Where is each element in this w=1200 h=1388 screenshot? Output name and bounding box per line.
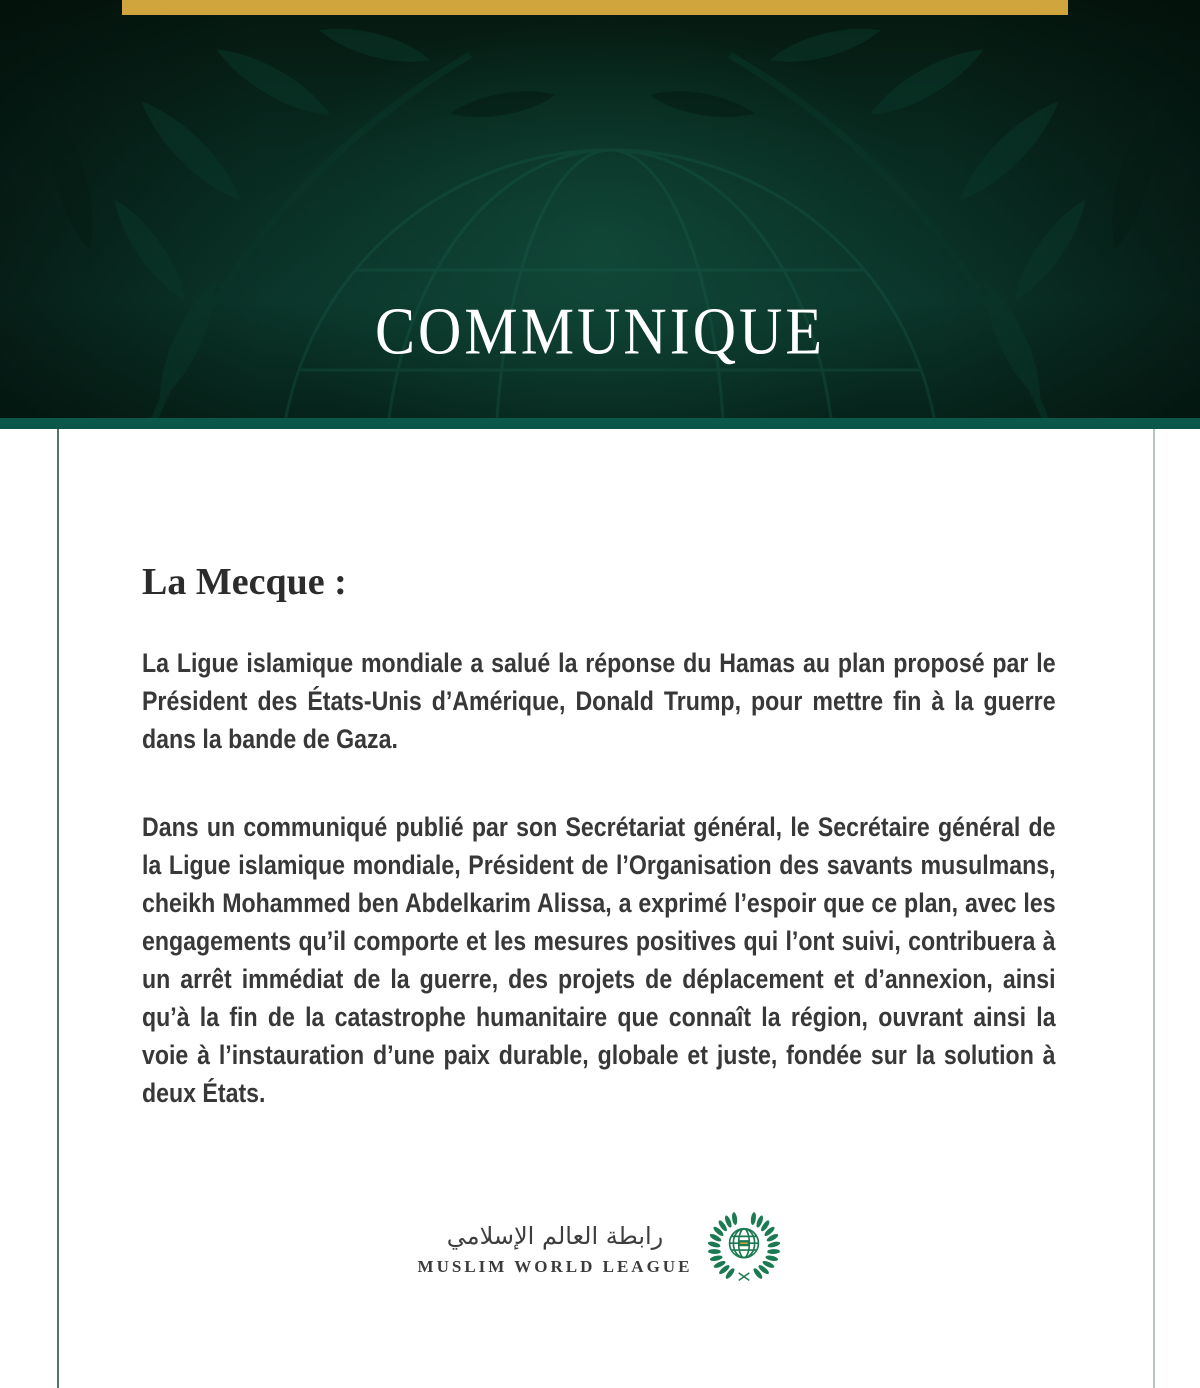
mwl-logo bbox=[0, 1208, 1200, 1286]
header-banner bbox=[0, 0, 1200, 418]
paragraph-1: La Ligue islamique mondiale a salué la réponse du Hamas au plan proposé par le Président des États-Unis d’Amérique, Donald Trump, pour mettre fin à la guerre dans la bande de Gaza. bbox=[142, 648, 1056, 754]
globe-laurel-wreath-icon bbox=[706, 1208, 782, 1286]
teal-divider bbox=[0, 418, 1200, 429]
communique-text bbox=[142, 644, 1056, 1112]
gold-accent-bar bbox=[122, 0, 1068, 15]
paragraph-2: Dans un communiqué publié par son Secrétariat général, le Secrétaire général de la Ligue islamique mondiale, Président de l’Organisation des savants musulmans, cheikh Mohammed ben Abdelkarim Alissa, a exprimé l’espoir que ce plan, avec les engagements qu’il comporte et les mesures positives qui l’ont suivi, contribuera à un arrêt immédiat de la guerre, des projets de déplacement et d’annexion, ainsi qu’à la fin de la catastrophe humanitaire que connaît la région, ouvrant ainsi la voie à l’instauration d’une paix durable, globale et juste, fondée sur la solution à deux États. bbox=[142, 812, 1056, 1108]
banner-title: COMMUNIQUE bbox=[375, 294, 825, 369]
mwl-arabic-name: رابطة العالم الإسلامي bbox=[446, 1221, 664, 1250]
mwl-latin-name: MUSLIM WORLD LEAGUE bbox=[417, 1256, 693, 1276]
mwl-logo-text bbox=[418, 1218, 693, 1277]
dateline-heading: La Mecque : bbox=[142, 561, 347, 603]
